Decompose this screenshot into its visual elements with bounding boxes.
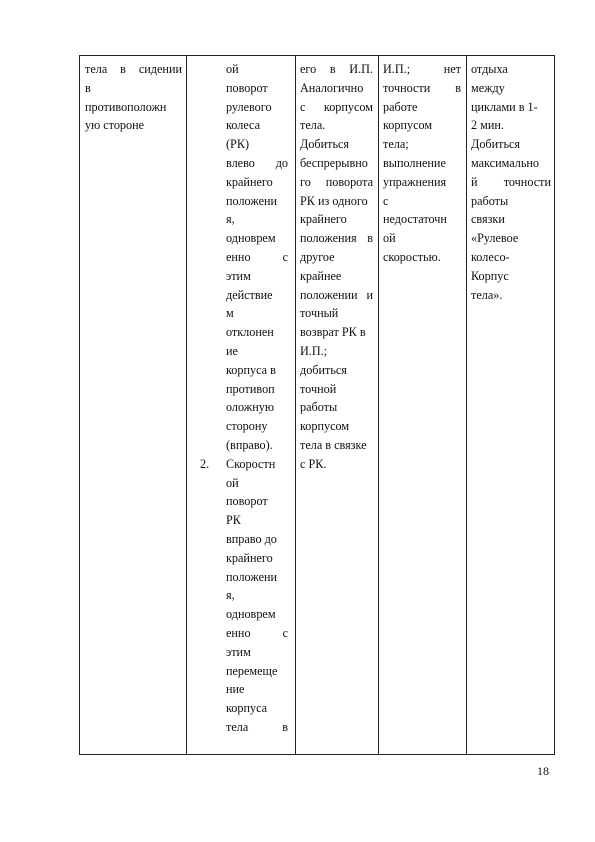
- text-line: точный: [300, 306, 339, 321]
- text-line: ой: [383, 231, 396, 246]
- text-line: точной: [300, 381, 337, 396]
- text-line: 2 мин.: [471, 118, 504, 133]
- text-line: корпуса в: [226, 362, 276, 377]
- text-line: работе: [383, 99, 418, 114]
- word: И.П.;: [383, 62, 411, 76]
- column-divider: [466, 56, 467, 754]
- page-number: 18: [537, 764, 549, 778]
- word: в: [120, 62, 126, 76]
- table-cell-errors: [383, 60, 461, 267]
- word: точности: [383, 80, 431, 95]
- word: й: [471, 174, 478, 189]
- text-line: ой: [226, 475, 239, 490]
- word: в: [367, 231, 373, 246]
- text-line: этим: [226, 644, 251, 659]
- text-line: с: [383, 193, 389, 208]
- table-cell-position: [85, 60, 182, 135]
- text-line: упражнения: [383, 174, 447, 189]
- text-line: тела;: [383, 137, 409, 152]
- text-line: крайнего: [300, 212, 347, 227]
- text-line: ние: [226, 682, 245, 697]
- text-line: беспрерывно: [300, 155, 368, 170]
- text-line: одноврем: [226, 607, 276, 622]
- word: точности: [503, 174, 551, 189]
- text-line: [300, 98, 373, 117]
- text-line: оложную: [226, 400, 274, 415]
- word: с: [282, 249, 288, 264]
- text-line: колеса: [226, 118, 260, 133]
- column-divider: [295, 56, 296, 754]
- text-line: сторону: [226, 419, 268, 434]
- word: влево: [226, 155, 255, 170]
- text-line: [226, 154, 288, 173]
- word: его: [300, 62, 317, 76]
- word: енно: [226, 625, 251, 640]
- word: в: [329, 62, 336, 76]
- text-line: (вправо).: [226, 437, 273, 452]
- text-line: [226, 718, 288, 737]
- text-line: крайнего: [226, 550, 273, 565]
- text-line: [300, 173, 373, 192]
- text-line: ой: [226, 62, 239, 76]
- word: тела: [85, 62, 108, 76]
- text-line: одноврем: [226, 231, 276, 246]
- column-divider: [186, 56, 187, 754]
- text-line: скоростью.: [383, 249, 441, 264]
- text-line: [300, 229, 373, 248]
- text-line: (РК): [226, 137, 250, 152]
- text-line: крайнего: [226, 174, 273, 189]
- text-line: корпусом: [383, 118, 433, 133]
- text-line: противоп: [226, 381, 275, 396]
- text-line: этим: [226, 268, 251, 283]
- text-line: перемеще: [226, 663, 278, 678]
- text-line: положени: [226, 569, 278, 584]
- text-line: крайнее: [300, 268, 342, 283]
- text-line: работы: [300, 400, 338, 415]
- text-line: поворот: [226, 494, 268, 509]
- text-line: отклонен: [226, 325, 274, 340]
- table-cell-instructions: [300, 60, 373, 474]
- text-line: корпуса: [226, 701, 268, 716]
- text-line: [300, 286, 373, 305]
- text-line: возврат РК в: [300, 325, 366, 340]
- column-divider: [378, 56, 379, 754]
- word: нет: [443, 62, 461, 76]
- text-line: работы: [471, 193, 509, 208]
- text-line: связки: [471, 212, 505, 227]
- text-line: отдыха: [471, 62, 508, 76]
- text-line: действие: [226, 287, 273, 302]
- text-line: [85, 60, 182, 79]
- text-line: между: [471, 80, 505, 95]
- text-line: противоположн: [85, 99, 167, 114]
- list-number: 2.: [200, 456, 210, 471]
- text-line: с РК.: [300, 456, 327, 471]
- text-line: Корпус: [471, 268, 509, 283]
- text-line: И.П.;: [300, 343, 328, 358]
- document-table: [79, 55, 555, 755]
- text-line: другое: [300, 249, 335, 264]
- text-line: [226, 624, 288, 643]
- text-line: [383, 79, 461, 98]
- text-line: Аналогично: [300, 80, 364, 95]
- text-line: тела.: [300, 118, 326, 133]
- word: енно: [226, 249, 251, 264]
- word: в: [282, 719, 288, 734]
- text-line: ие: [226, 343, 238, 358]
- word: и: [366, 287, 373, 302]
- word: с: [282, 625, 288, 640]
- text-line: рулевого: [226, 99, 272, 114]
- text-line: циклами в 1-: [471, 99, 538, 114]
- text-line: недостаточн: [383, 212, 447, 227]
- text-line: я,: [226, 588, 235, 603]
- text-line: тела».: [471, 287, 503, 302]
- text-line: «Рулевое: [471, 231, 519, 246]
- text-line: добиться: [300, 362, 347, 377]
- text-line: в: [85, 80, 91, 95]
- word: тела: [226, 719, 249, 734]
- word: сидении: [138, 62, 182, 76]
- text-line: поворот: [226, 80, 268, 95]
- text-line: РК из одного: [300, 193, 368, 208]
- list-item: [200, 455, 288, 737]
- text-line: положени: [226, 193, 278, 208]
- table-cell-exercise-steps: [200, 60, 288, 737]
- text-line: максимально: [471, 155, 539, 170]
- text-line: Скоростн: [226, 456, 276, 471]
- word: с: [300, 99, 306, 114]
- word: положения: [300, 231, 357, 246]
- word: в: [455, 80, 461, 95]
- text-line: [471, 173, 551, 192]
- text-line: колесо-: [471, 249, 510, 264]
- table-cell-notes: [471, 60, 551, 304]
- text-line: Добиться: [300, 137, 350, 152]
- word: корпусом: [323, 99, 373, 114]
- word: до: [275, 155, 288, 170]
- text-line: РК: [226, 513, 241, 528]
- text-line: [383, 60, 461, 79]
- text-line: [226, 248, 288, 267]
- word: поворота: [325, 174, 373, 189]
- text-line: я,: [226, 212, 235, 227]
- text-line: корпусом: [300, 419, 350, 434]
- text-line: тела в связке: [300, 437, 367, 452]
- word: го: [300, 174, 311, 189]
- text-line: выполнение: [383, 155, 446, 170]
- word: положении: [300, 287, 358, 302]
- word: И.П.: [349, 62, 373, 76]
- text-line: Добиться: [471, 137, 521, 152]
- text-line: вправо до: [226, 531, 277, 546]
- text-line: м: [226, 306, 234, 321]
- text-line: [300, 60, 373, 79]
- text-line: ую стороне: [85, 118, 145, 133]
